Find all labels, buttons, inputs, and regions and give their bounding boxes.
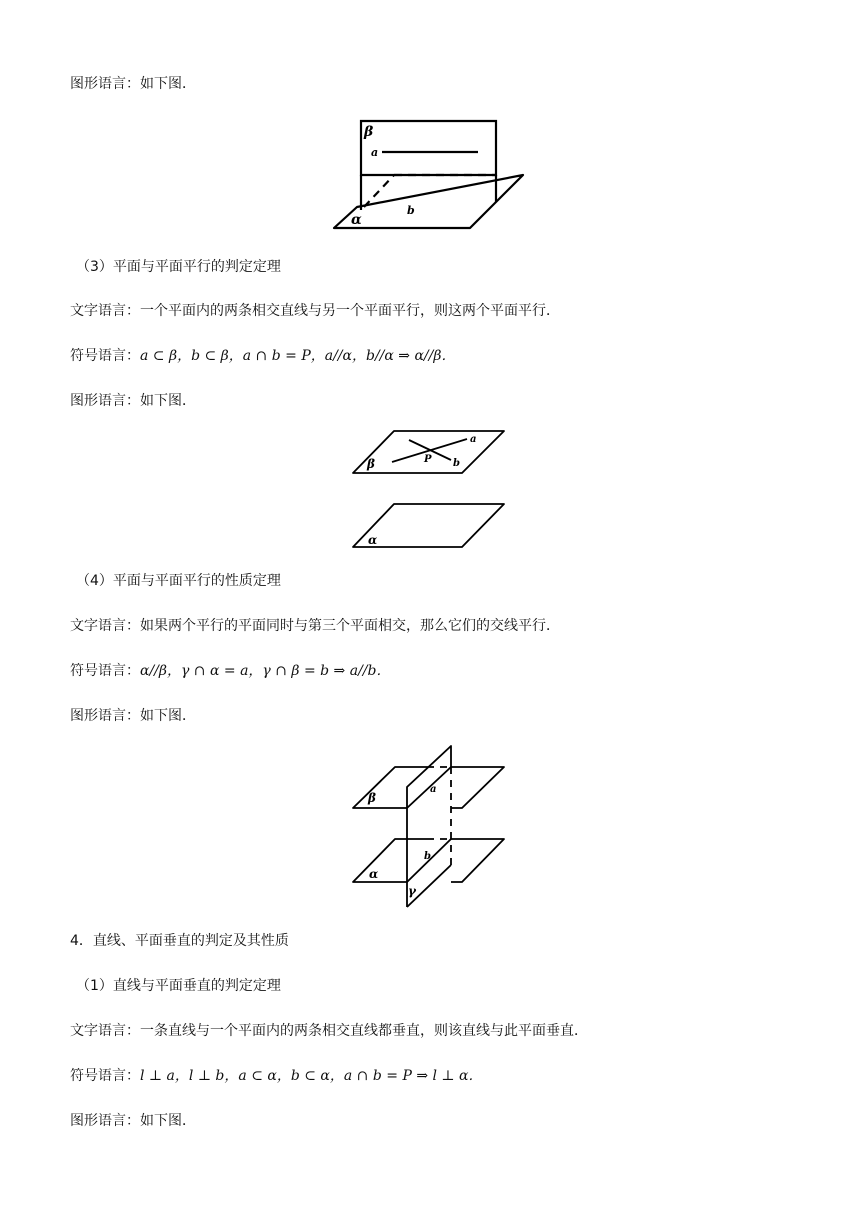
section-heading-4: （4）平面与平面平行的性质定理 (76, 573, 281, 589)
label-gamma: γ (408, 884, 416, 898)
figure-plane-line-parallel (330, 118, 530, 234)
symbolic-expression: a ⊂ β，b ⊂ β，a ∩ b = P，a//α，b//α ⇒ α//β． (140, 348, 456, 364)
figure-plane-plane-parallel-criterion (350, 428, 510, 552)
label-b: b (424, 851, 431, 862)
symbolic-label: 符号语言： (70, 1068, 140, 1084)
figure-caption-2: 图形语言：如下图． (70, 393, 196, 409)
label-alpha: α (368, 533, 378, 547)
label-alpha: α (369, 867, 379, 881)
symbolic-statement-5 (70, 1066, 483, 1086)
text-statement-5: 文字语言：一条直线与一个平面内的两条相交直线都垂直，则该直线与此平面垂直． (70, 1023, 588, 1039)
symbolic-statement-4 (70, 661, 390, 681)
symbolic-expression: α//β，γ ∩ α = a，γ ∩ β = b ⇒ a//b． (140, 663, 391, 679)
label-b: b (407, 204, 415, 217)
section-heading-3: （3）平面与平面平行的判定定理 (76, 259, 281, 275)
label-b: b (453, 458, 460, 469)
figure-plane-plane-parallel-property (350, 742, 510, 912)
label-alpha: α (351, 212, 362, 228)
text-statement-4: 文字语言：如果两个平行的平面同时与第三个平面相交，那么它们的交线平行． (70, 618, 560, 634)
symbolic-label: 符号语言： (70, 663, 140, 679)
figure-caption-4: 图形语言：如下图． (70, 1113, 196, 1129)
symbolic-statement-3 (70, 346, 455, 366)
section-heading-4-1: （1）直线与平面垂直的判定定理 (76, 978, 281, 994)
label-beta: β (367, 457, 375, 471)
figure-caption-3: 图形语言：如下图． (70, 708, 196, 724)
symbolic-label: 符号语言： (70, 348, 140, 364)
symbolic-expression: l ⊥ a，l ⊥ b，a ⊂ α，b ⊂ α，a ∩ b = P ⇒ l ⊥ α． (140, 1068, 483, 1084)
section-heading-main-4: 4．直线、平面垂直的判定及其性质 (70, 933, 289, 949)
label-a: a (371, 146, 379, 159)
figure-caption-1: 图形语言：如下图． (70, 76, 196, 92)
text-statement-3: 文字语言：一个平面内的两条相交直线与另一个平面平行，则这两个平面平行． (70, 303, 560, 319)
label-beta: β (364, 124, 374, 140)
label-beta: β (368, 791, 376, 805)
label-P: P (424, 454, 432, 465)
label-a: a (430, 784, 437, 795)
label-a: a (470, 434, 477, 445)
